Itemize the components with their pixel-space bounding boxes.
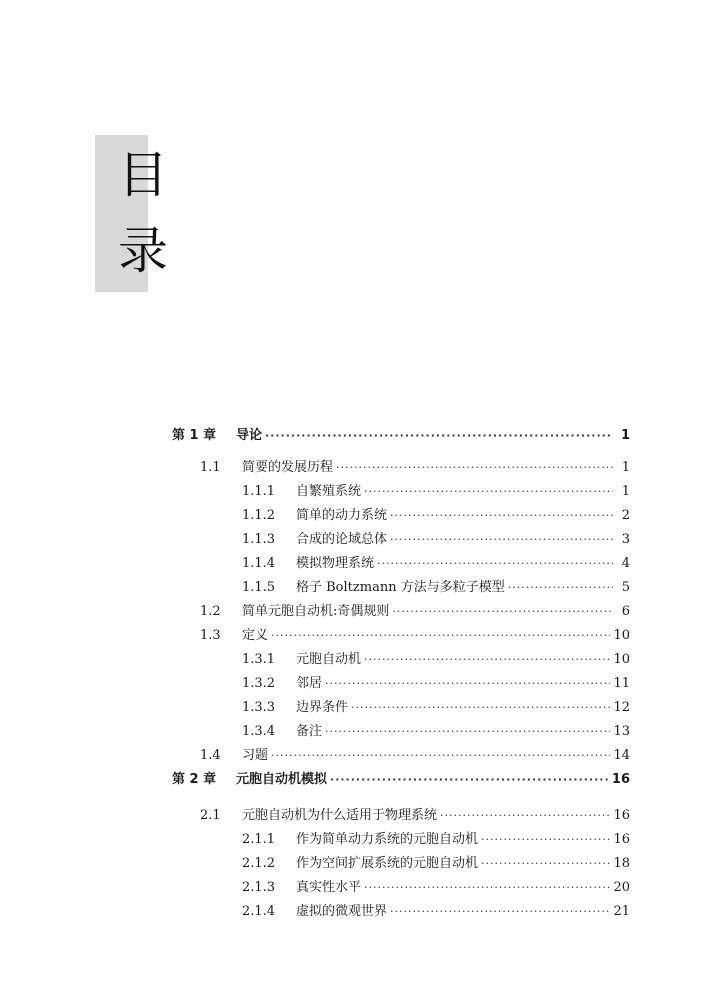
- toc-entry-page: 16: [611, 772, 630, 787]
- dot-leader: [325, 721, 610, 743]
- title-char-2: 录: [118, 222, 168, 280]
- toc-entry-page: 18: [613, 856, 630, 871]
- toc-entry-title: 合成的论域总体: [296, 532, 388, 547]
- toc-entry-page: 4: [621, 556, 630, 571]
- toc-entry-title: 元胞自动机模拟: [236, 772, 328, 787]
- toc-entry[interactable]: [242, 505, 630, 527]
- toc-entry-page: 5: [621, 580, 630, 595]
- toc-entry-number: 1.3.2: [242, 676, 276, 691]
- toc-entry[interactable]: [200, 457, 630, 479]
- toc-entry[interactable]: [242, 829, 630, 851]
- toc-entry-number: 2.1.3: [242, 880, 276, 895]
- toc-entry[interactable]: [242, 673, 630, 695]
- toc-entry[interactable]: [200, 601, 630, 623]
- toc-entry-title: 元胞自动机为什么适用于物理系统: [242, 808, 438, 823]
- dot-leader: [390, 529, 613, 551]
- toc-entry-title: 备注: [296, 724, 323, 739]
- toc-entry-number: 2.1: [200, 808, 221, 823]
- toc-entry-title: 习题: [242, 748, 269, 763]
- toc-entry-number: 1.1.4: [242, 556, 276, 571]
- toc-entry-page: 1: [620, 428, 630, 443]
- toc-entry-number: 1.2: [200, 604, 221, 619]
- dot-leader: [481, 829, 610, 851]
- toc-entry-title: 作为简单动力系统的元胞自动机: [296, 832, 479, 847]
- toc-entry-page: 10: [613, 628, 630, 643]
- toc-entry-page: 3: [621, 532, 630, 547]
- toc-entry-page: 1: [621, 484, 630, 499]
- toc-entry-title: 边界条件: [296, 700, 349, 715]
- toc-entry-page: 6: [621, 604, 630, 619]
- dot-leader: [364, 877, 610, 899]
- dot-leader: [364, 481, 613, 503]
- toc-entry-title: 简要的发展历程: [242, 460, 334, 475]
- toc-entry[interactable]: [242, 577, 630, 599]
- toc-entry[interactable]: [242, 877, 630, 899]
- dot-leader: [481, 853, 610, 875]
- toc-entry-title: 虚拟的微观世界: [296, 904, 388, 919]
- toc-entry[interactable]: [242, 481, 630, 503]
- toc-entry-title: 作为空间扩展系统的元胞自动机: [296, 856, 479, 871]
- toc-entry[interactable]: [242, 697, 630, 719]
- toc-entry[interactable]: [242, 853, 630, 875]
- dot-leader: [336, 457, 613, 479]
- toc-entry-number: 1.3.3: [242, 700, 276, 715]
- toc-entry[interactable]: [172, 769, 630, 791]
- toc-entry-number: 1.3.1: [242, 652, 276, 667]
- dot-leader: [265, 425, 613, 447]
- toc-entry-title: 导论: [236, 428, 263, 443]
- toc-entry-number: 2.1.1: [242, 832, 276, 847]
- toc-entry-title: 简单元胞自动机:奇偶规则: [242, 604, 390, 619]
- toc-entry-title: 元胞自动机: [296, 652, 362, 667]
- toc-entry-page: 1: [621, 460, 630, 475]
- toc-entry-number: 第 1 章: [172, 428, 217, 443]
- toc-entry-number: 1.3.4: [242, 724, 276, 739]
- toc-entry-title: 邻居: [296, 676, 323, 691]
- toc-entry-number: 2.1.4: [242, 904, 276, 919]
- dot-leader: [377, 553, 613, 575]
- dot-leader: [364, 649, 610, 671]
- dot-leader: [351, 697, 610, 719]
- toc-entry-page: 21: [613, 904, 630, 919]
- toc-entry[interactable]: [242, 901, 630, 923]
- title-char-1: 目: [118, 146, 168, 204]
- dot-leader: [440, 805, 610, 827]
- toc-entry-number: 第 2 章: [172, 772, 217, 787]
- toc-entry-title: 自繁殖系统: [296, 484, 362, 499]
- toc-entry-page: 10: [613, 652, 630, 667]
- dot-leader: [392, 601, 613, 623]
- toc-entry-number: 1.1.3: [242, 532, 276, 547]
- toc-entry[interactable]: [242, 529, 630, 551]
- toc-entry-page: 12: [613, 700, 630, 715]
- toc-entry-number: 1.1.1: [242, 484, 276, 499]
- toc-entry-number: 1.3: [200, 628, 221, 643]
- toc-entry[interactable]: [242, 553, 630, 575]
- dot-leader: [271, 745, 610, 767]
- toc-entry-page: 13: [613, 724, 630, 739]
- toc-entry-page: 16: [613, 808, 630, 823]
- toc-entry[interactable]: [242, 721, 630, 743]
- dot-leader: [390, 505, 613, 527]
- toc-entry-number: 1.1.5: [242, 580, 276, 595]
- toc-entry-number: 1.1: [200, 460, 221, 475]
- toc-entry-title: 模拟物理系统: [296, 556, 375, 571]
- dot-leader: [325, 673, 610, 695]
- toc-entry-number: 2.1.2: [242, 856, 276, 871]
- toc-entry[interactable]: [200, 805, 630, 827]
- toc-entry-title: 真实性水平: [296, 880, 362, 895]
- toc-entry-number: 1.1.2: [242, 508, 276, 523]
- toc-entry-title: 格子 Boltzmann 方法与多粒子模型: [296, 580, 505, 595]
- toc-entry[interactable]: [242, 649, 630, 671]
- dot-leader: [330, 769, 609, 791]
- toc-entry-title: 定义: [242, 628, 269, 643]
- toc-entry-title: 简单的动力系统: [296, 508, 388, 523]
- toc-entry[interactable]: [200, 625, 630, 647]
- toc-entry-page: 2: [621, 508, 630, 523]
- dot-leader: [390, 901, 610, 923]
- toc-entry[interactable]: [200, 745, 630, 767]
- toc-entry-page: 16: [613, 832, 630, 847]
- toc-entry-page: 20: [613, 880, 630, 895]
- dot-leader: [271, 625, 610, 647]
- toc-entry-page: 11: [613, 676, 630, 691]
- toc-entry-page: 14: [613, 748, 630, 763]
- toc-entry-number: 1.4: [200, 748, 221, 763]
- toc-entry[interactable]: [172, 425, 630, 447]
- dot-leader: [508, 577, 613, 599]
